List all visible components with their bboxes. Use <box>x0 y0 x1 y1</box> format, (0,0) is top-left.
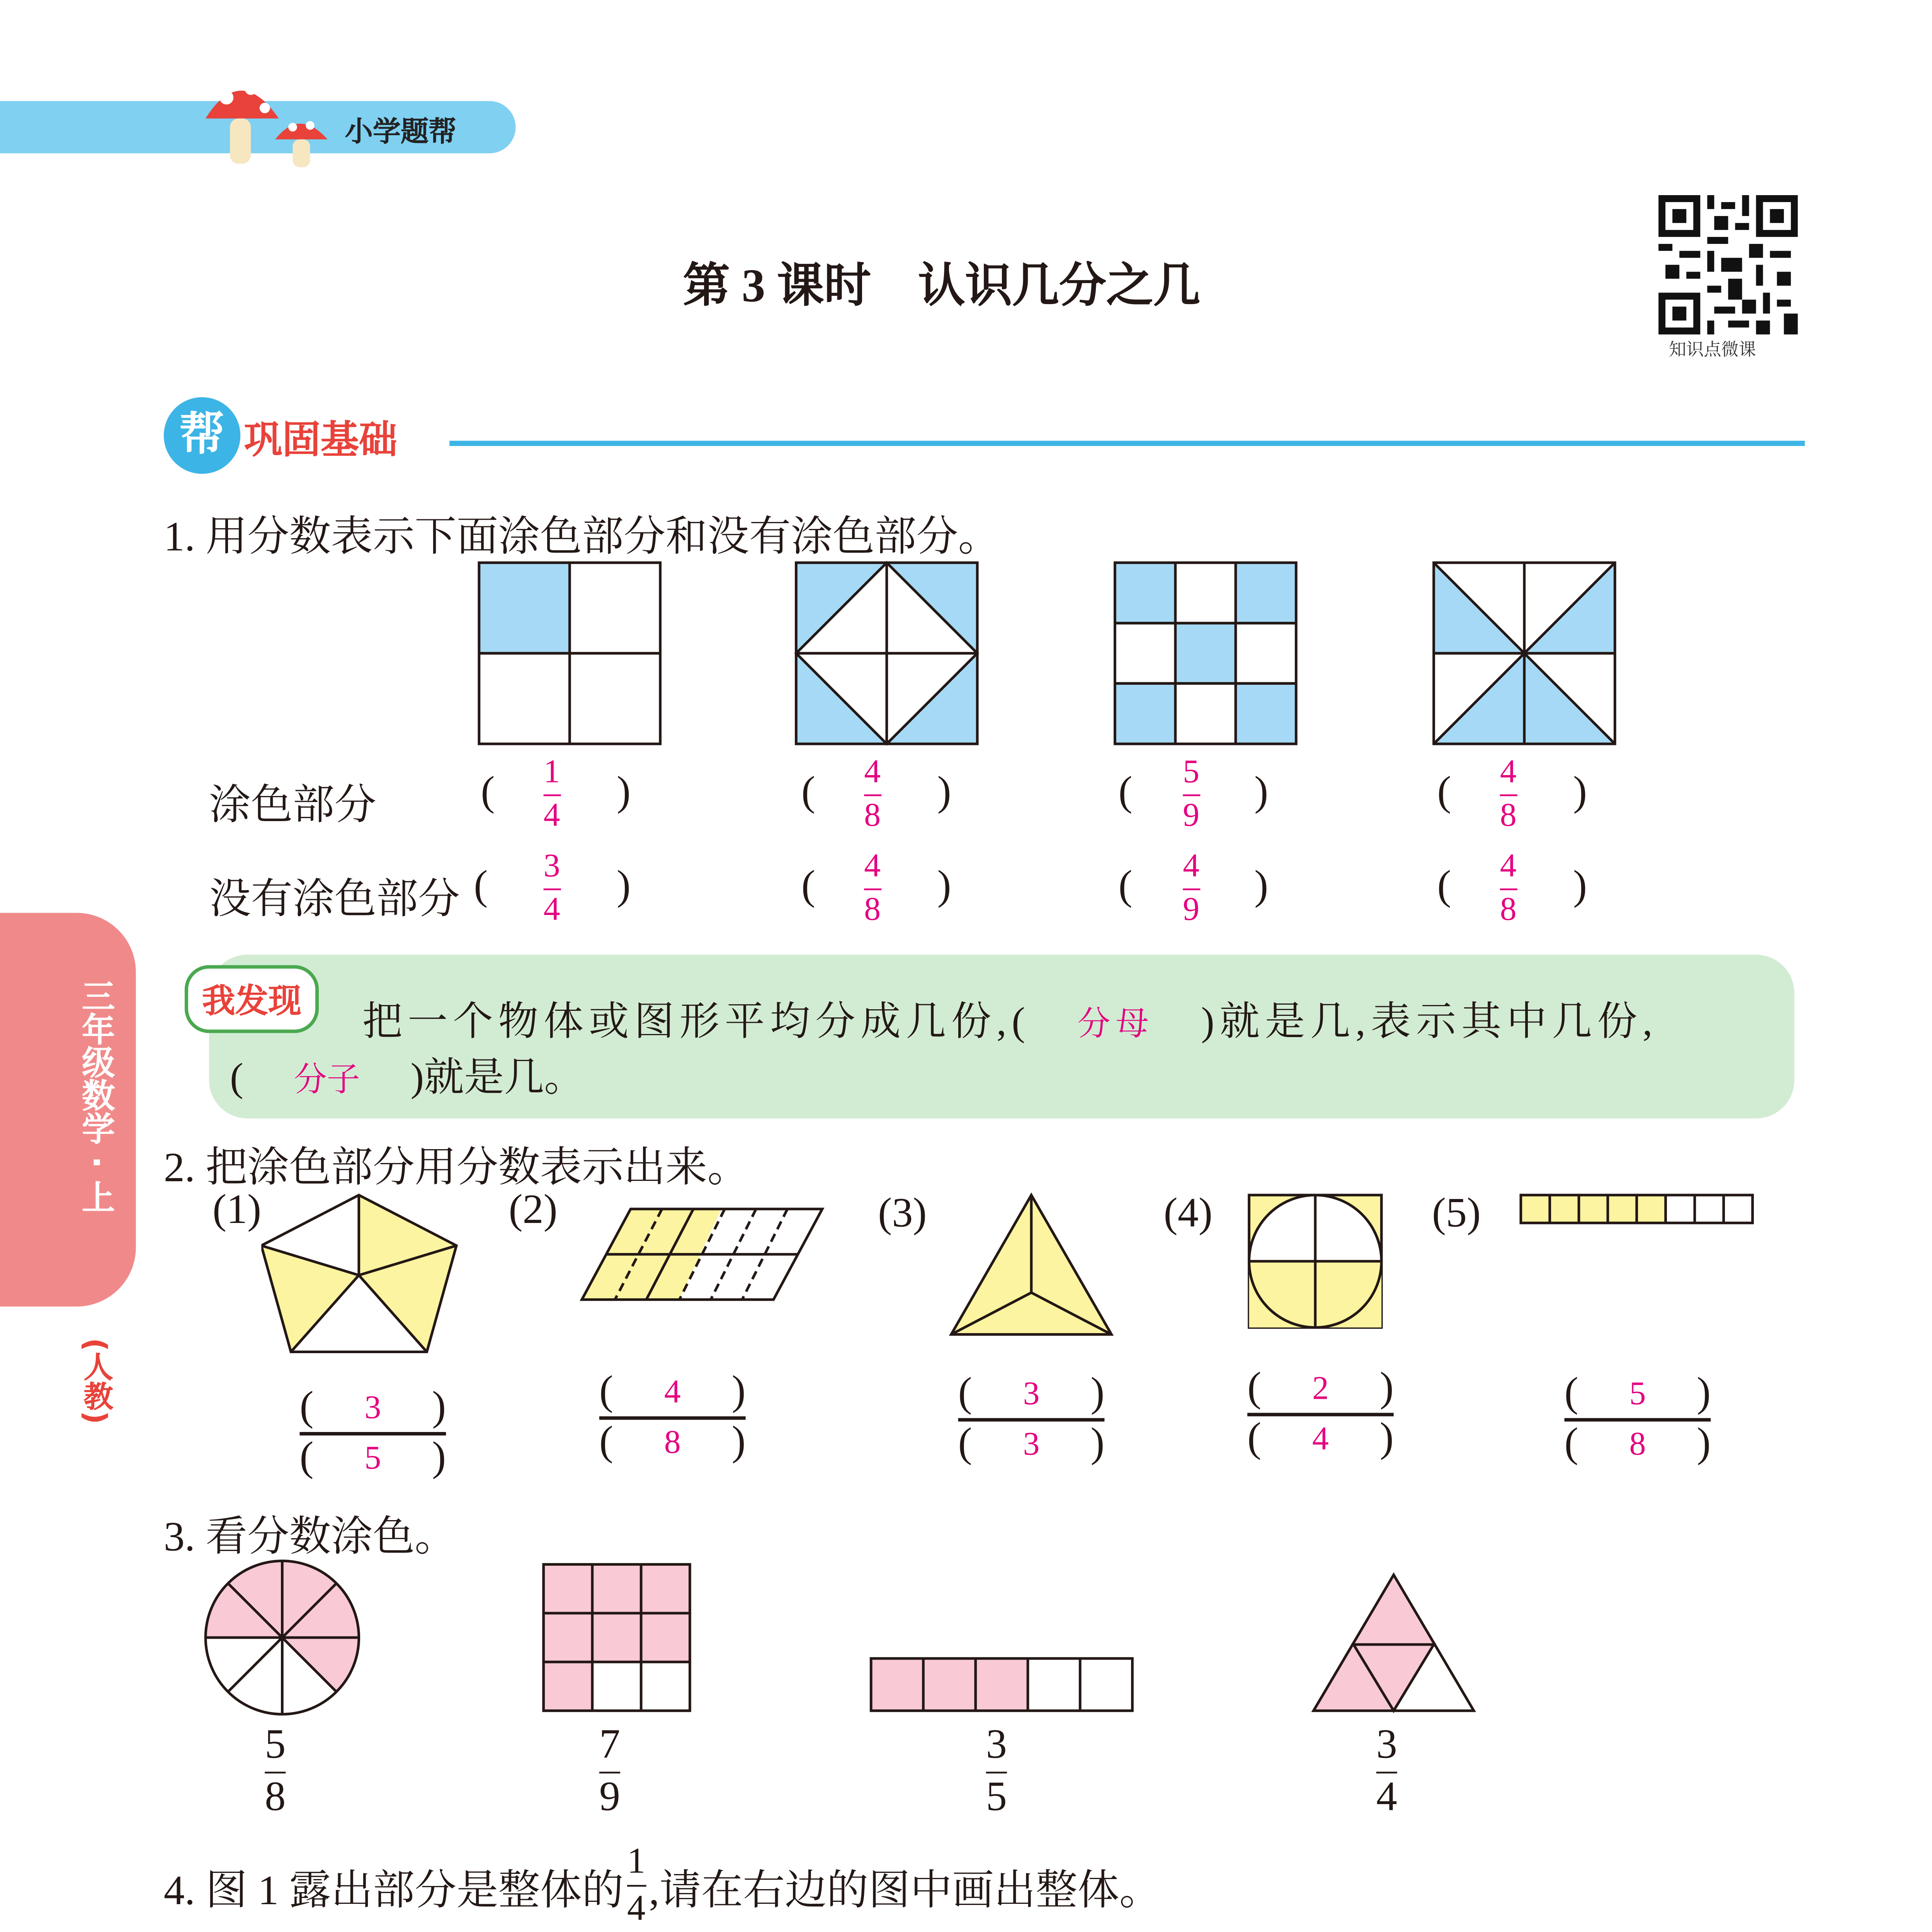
q2-label-5: (5) <box>1432 1191 1481 1237</box>
q2-stem: 2. 把涂色部分用分数表示出来。 <box>163 1146 749 1192</box>
q2-answer-1: ( 3 ) ( 5 ) <box>299 1385 446 1480</box>
mushroom-logo <box>195 70 338 174</box>
q1-shaded-answer-4: 4 8 <box>1500 754 1517 835</box>
paren-open: ( <box>481 770 495 815</box>
paren-open: ( <box>1118 864 1133 910</box>
q4-fraction: 1 4 <box>627 1839 646 1929</box>
q1-stem: 1. 用分数表示下面涂色部分和没有涂色部分。 <box>163 515 1000 561</box>
q1-figure-4 <box>1434 563 1615 744</box>
q2-parallelogram <box>582 1209 822 1299</box>
q3-circle <box>206 1561 359 1714</box>
discovery-text-3: ( <box>230 1056 243 1099</box>
q2-label-1: (1) <box>213 1188 262 1234</box>
qr-code <box>1658 195 1798 335</box>
side-tab-grade: 三年级数学 · 上 <box>77 979 115 1213</box>
q3-fraction-2: 7 9 <box>599 1723 621 1821</box>
q3-triangle <box>1313 1575 1474 1711</box>
q2-label-4: (4) <box>1163 1191 1213 1237</box>
discovery-text-1: 把一个物体或图形平均分成几份,( <box>362 1000 1031 1044</box>
q1-unshaded-answer-3: 4 9 <box>1183 848 1200 929</box>
q2-strip <box>1521 1195 1753 1223</box>
paren-open: ( <box>474 864 488 910</box>
q4-stem-part-1: 4. 图 1 露出部分是整体的 <box>163 1869 624 1914</box>
side-tab <box>0 913 136 1306</box>
q2-answer-2: ( 4 ) ( 8 ) <box>599 1369 746 1464</box>
discovery-badge: 我发现 <box>185 965 319 1033</box>
paren-close: ) <box>937 864 951 910</box>
q1-figures <box>470 558 1627 753</box>
q3-fraction-4: 3 4 <box>1376 1723 1397 1821</box>
section-header-basic <box>164 397 442 474</box>
q2-answer-5: ( 5 ) ( 8 ) <box>1564 1371 1711 1466</box>
q2-answer-3: ( 3 ) ( 3 ) <box>958 1371 1105 1466</box>
q4-stem-part-2: ,请在右边的图中画出整体。 <box>649 1869 1161 1914</box>
paren-open: ( <box>801 864 815 910</box>
q1-shaded-answer-3: 5 9 <box>1183 754 1200 835</box>
discovery-text-4: )就是几。 <box>410 1056 584 1099</box>
paren-open: ( <box>801 770 815 815</box>
brand-name: 小学题帮 <box>345 115 457 148</box>
paren-close: ) <box>1254 864 1269 910</box>
discovery-answer-2: 分子 <box>294 1063 360 1099</box>
q3-grid <box>544 1565 690 1711</box>
q3-stem: 3. 看分数涂色。 <box>163 1515 457 1561</box>
lesson-title: 第 3 课时 认识几分之几 <box>683 259 1201 312</box>
q3-fraction-3: 3 5 <box>986 1723 1007 1821</box>
q1-unshaded-answer-2: 4 8 <box>864 848 881 929</box>
paren-close: ) <box>1254 770 1269 815</box>
paren-close: ) <box>617 864 631 910</box>
q3-fraction-1: 5 8 <box>265 1723 286 1821</box>
paren-open: ( <box>1118 770 1133 815</box>
section-badge: 帮 <box>164 397 240 474</box>
paren-open: ( <box>1437 864 1451 910</box>
q3-strip <box>871 1658 1132 1711</box>
discovery-line-1 <box>362 990 1658 1047</box>
paren-open: ( <box>1437 770 1451 815</box>
q1-figure-2 <box>796 563 977 744</box>
qr-caption: 知识点微课 <box>1669 341 1756 361</box>
paren-close: ) <box>1573 770 1587 815</box>
q2-label-2: (2) <box>509 1188 558 1234</box>
q2-label-3: (3) <box>878 1191 927 1237</box>
discovery-line-2 <box>230 1045 584 1103</box>
q1-unshaded-answer-1: 3 4 <box>543 848 560 929</box>
q1-figure-1 <box>479 563 660 744</box>
q2-figures <box>261 1185 1759 1359</box>
q2-triangle <box>951 1195 1112 1335</box>
q2-pentagon <box>261 1195 456 1352</box>
paren-close: ) <box>937 770 951 815</box>
q2-circle-square <box>1249 1195 1382 1328</box>
q2-answer-4: ( 2 ) ( 4 ) <box>1247 1366 1394 1461</box>
q1-shaded-answer-1: 1 4 <box>543 754 560 835</box>
q1-shaded-answer-2: 4 8 <box>864 754 881 835</box>
q3-figures <box>202 1558 1481 1718</box>
q1-row-label-unshaded: 没有涂色部分 <box>209 878 460 923</box>
discovery-answer-1: 分母 <box>1077 1007 1154 1044</box>
side-tab-edition: (人教) <box>77 1338 112 1424</box>
discovery-text-2: )就是几,表示其中几份, <box>1201 1000 1658 1044</box>
q1-unshaded-answer-4: 4 8 <box>1500 848 1517 929</box>
q1-figure-3 <box>1115 563 1296 744</box>
paren-close: ) <box>617 770 631 815</box>
q1-row-label-shaded: 涂色部分 <box>209 784 376 830</box>
section-rule-basic <box>449 441 1805 446</box>
q4-stem <box>163 1839 1161 1929</box>
paren-close: ) <box>1573 864 1587 910</box>
section-title-basic: 巩固基础 <box>244 420 398 464</box>
